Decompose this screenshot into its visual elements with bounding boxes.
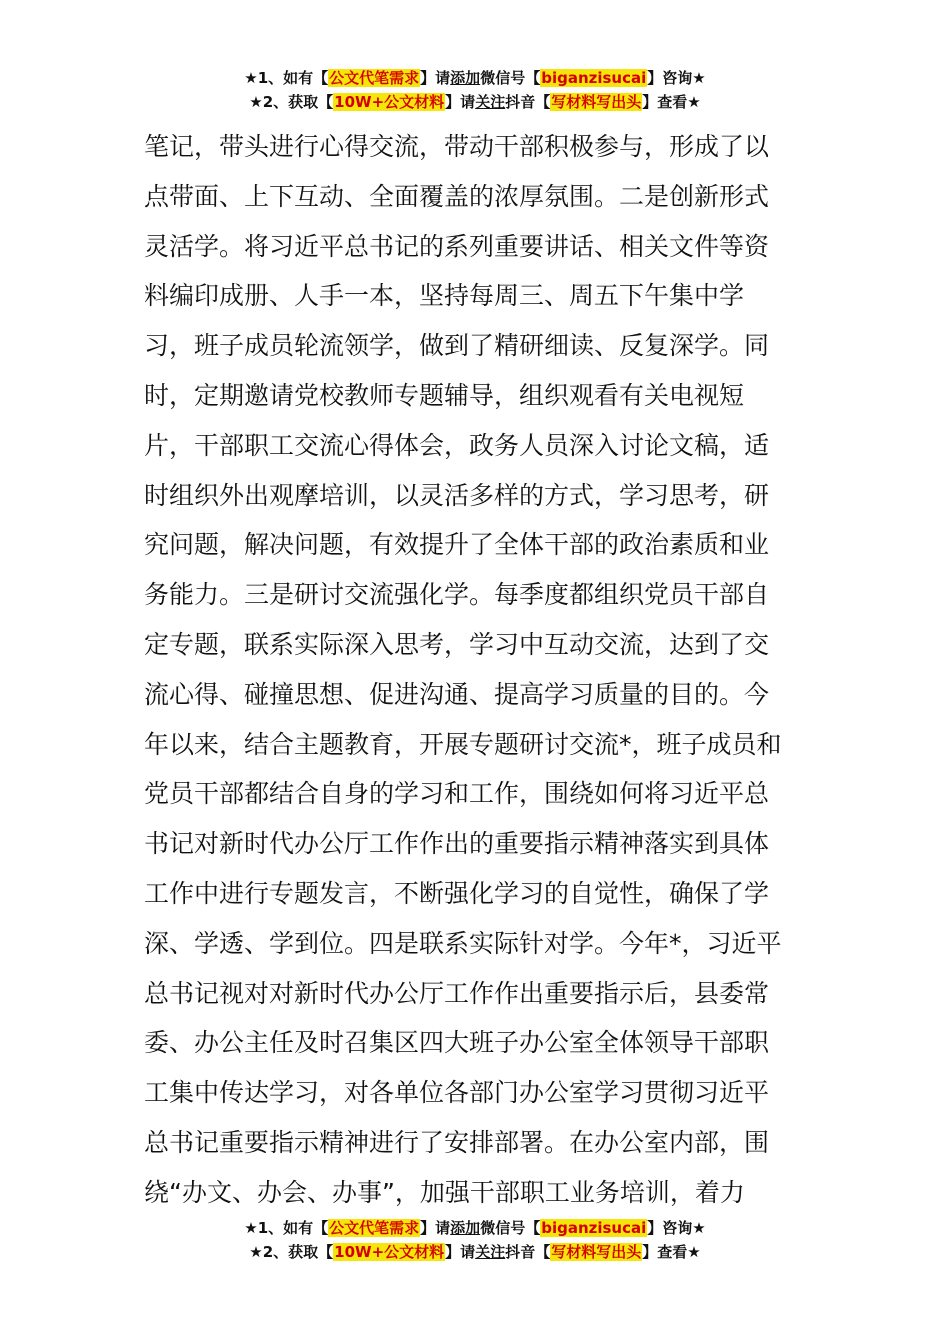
highlight-douyin: 写材料写出头 [551, 93, 642, 111]
banner-text: 】请 [445, 93, 476, 111]
star-icon: ★ [244, 69, 258, 87]
highlight-wechat-id: biganzisucai [541, 1219, 647, 1237]
banner-line-2 [0, 90, 950, 114]
banner-text: 微信号【 [480, 1219, 541, 1237]
text-line: 年以来，结合主题教育，开展专题研讨交流*，班子成员和 [144, 729, 782, 759]
banner-line-1 [0, 1216, 950, 1240]
banner-text: 】查看 [642, 1243, 688, 1261]
banner-text: 】请 [420, 1219, 451, 1237]
text-line: 书记对新时代办公厅工作作出的重要指示精神落实到具体 [144, 829, 770, 859]
text-line: 总书记重要指示精神进行了安排部署。在办公室内部，围 [144, 1127, 770, 1157]
highlight-douyin: 写材料写出头 [551, 1243, 642, 1261]
banner-text: 微信号【 [480, 69, 541, 87]
star-icon: ★ [249, 93, 263, 111]
banner-text: 】查看 [642, 93, 688, 111]
highlight-service: 公文代笔需求 [329, 69, 420, 87]
text-line: 委、办公主任及时召集区四大班子办公室全体领导干部职 [144, 1028, 770, 1058]
banner-text: 】请 [420, 69, 451, 87]
text-line: 总书记视对对新时代办公厅工作作出重要指示后，县委常 [144, 978, 770, 1008]
footer-banner [0, 1216, 950, 1264]
underlined-text: 添加 [450, 1219, 481, 1237]
star-icon: ★ [244, 1219, 258, 1237]
banner-text: 2、获取【 [262, 1243, 334, 1261]
text-line: 片，干部职工交流心得体会，政务人员深入讨论文稿，适 [144, 430, 770, 460]
text-line: 料编印成册、人手一本，坚持每周三、周五下午集中学 [144, 281, 745, 311]
text-line: 流心得、碰撞思想、促进沟通、提高学习质量的目的。今 [144, 679, 770, 709]
banner-text: 抖音【 [505, 93, 551, 111]
banner-text: 】咨询 [647, 69, 693, 87]
banner-text: 2、获取【 [262, 93, 334, 111]
star-icon: ★ [692, 69, 706, 87]
highlight-materials: 10W+公文材料 [334, 93, 445, 111]
banner-line-1 [0, 66, 950, 90]
text-line: 绕“办文、办会、办事”，加强干部职工业务培训，着力 [144, 1177, 745, 1207]
star-icon: ★ [687, 93, 701, 111]
text-line: 务能力。三是研讨交流强化学。每季度都组织党员干部自 [144, 580, 770, 610]
text-line: 工集中传达学习，对各单位各部门办公室学习贯彻习近平 [144, 1078, 770, 1108]
text-line: 深、学透、学到位。四是联系实际针对学。今年*，习近平 [144, 928, 782, 958]
text-line: 工作中进行专题发言，不断强化学习的自觉性，确保了学 [144, 878, 770, 908]
star-icon: ★ [687, 1243, 701, 1261]
underlined-text: 关注 [475, 1243, 506, 1261]
banner-text: 1、如有【 [257, 69, 329, 87]
highlight-wechat-id: biganzisucai [541, 69, 647, 87]
text-line: 笔记，带头进行心得交流，带动干部积极参与，形成了以 [144, 132, 770, 161]
highlight-service: 公文代笔需求 [329, 1219, 420, 1237]
underlined-text: 关注 [475, 93, 506, 111]
text-line: 究问题，解决问题，有效提升了全体干部的政治素质和业 [144, 530, 770, 560]
text-line: 定专题，联系实际深入思考，学习中互动交流，达到了交 [144, 629, 770, 659]
banner-line-2 [0, 1240, 950, 1264]
text-line: 灵活学。将习近平总书记的系列重要讲话、相关文件等资 [144, 231, 770, 261]
star-icon: ★ [692, 1219, 706, 1237]
star-icon: ★ [249, 1243, 263, 1261]
header-banner [0, 66, 950, 114]
banner-text: 】请 [445, 1243, 476, 1261]
banner-text: 1、如有【 [257, 1219, 329, 1237]
banner-text: 】咨询 [647, 1219, 693, 1237]
text-line: 习，班子成员轮流领学，做到了精研细读、反复深学。同 [144, 331, 770, 361]
underlined-text: 添加 [450, 69, 481, 87]
text-line: 党员干部都结合自身的学习和工作，围绕如何将习近平总 [144, 779, 770, 809]
text-line: 时，定期邀请党校教师专题辅导，组织观看有关电视短 [144, 380, 745, 410]
text-line: 时组织外出观摩培训，以灵活多样的方式，学习思考，研 [144, 480, 770, 510]
document-body [144, 122, 806, 1218]
highlight-materials: 10W+公文材料 [334, 1243, 445, 1261]
text-line: 点带面、上下互动、全面覆盖的浓厚氛围。二是创新形式 [144, 181, 770, 211]
banner-text: 抖音【 [505, 1243, 551, 1261]
